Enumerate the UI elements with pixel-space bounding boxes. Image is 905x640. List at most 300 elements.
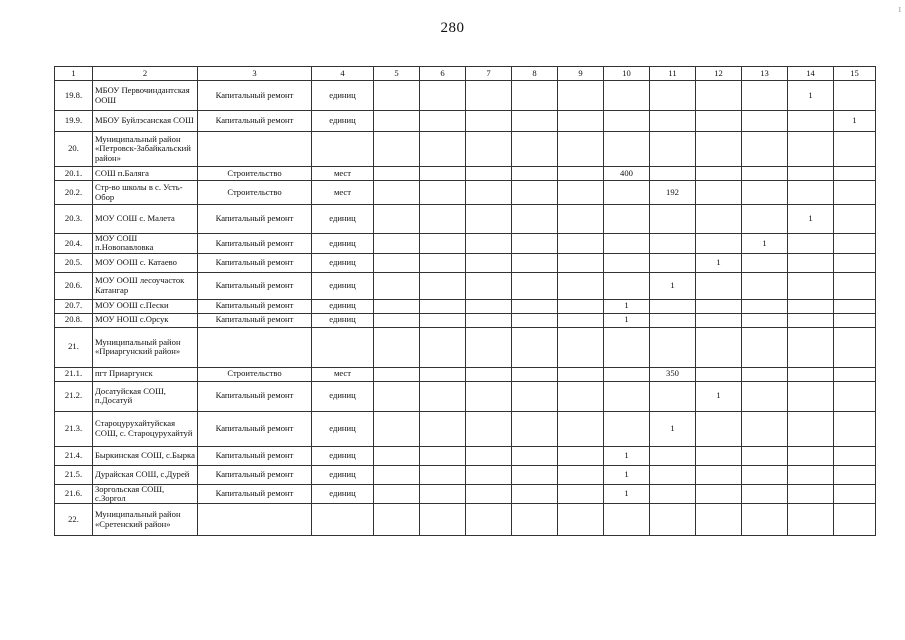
value-col-6 <box>420 167 466 181</box>
table-row <box>55 111 876 132</box>
table-row <box>55 234 876 254</box>
value-col-7 <box>466 484 512 504</box>
value-col-10 <box>604 272 650 299</box>
value-col-6 <box>420 181 466 205</box>
value-col-9 <box>558 167 604 181</box>
object-name: МОУ НОШ с.Орсук <box>93 313 198 327</box>
value-col-10 <box>604 205 650 234</box>
value-col-5 <box>374 465 420 484</box>
value-col-6 <box>420 313 466 327</box>
value-col-10 <box>604 381 650 411</box>
unit-of-measure: мест <box>312 181 374 205</box>
value-col-10 <box>604 111 650 132</box>
value-col-14 <box>788 367 834 381</box>
column-header-10: 10 <box>604 67 650 81</box>
object-name: МОУ СОШ с. Малета <box>93 205 198 234</box>
row-number: 21.4. <box>55 446 93 465</box>
table-row <box>55 167 876 181</box>
value-col-7 <box>466 446 512 465</box>
value-col-10: 1 <box>604 299 650 313</box>
value-col-11 <box>650 381 696 411</box>
object-name: МОУ ООШ с. Катаево <box>93 253 198 272</box>
value-col-8 <box>512 411 558 446</box>
value-col-9 <box>558 253 604 272</box>
value-col-11: 1 <box>650 411 696 446</box>
row-number: 21.2. <box>55 381 93 411</box>
value-col-13 <box>742 411 788 446</box>
value-col-11 <box>650 81 696 111</box>
value-col-5 <box>374 132 420 167</box>
value-col-9 <box>558 234 604 254</box>
value-col-15 <box>834 132 876 167</box>
value-col-14 <box>788 446 834 465</box>
unit-of-measure: единиц <box>312 381 374 411</box>
value-col-15 <box>834 504 876 536</box>
value-col-13: 1 <box>742 234 788 254</box>
value-col-14 <box>788 181 834 205</box>
value-col-13 <box>742 253 788 272</box>
unit-of-measure: единиц <box>312 446 374 465</box>
row-number: 21. <box>55 327 93 367</box>
header-row <box>55 67 876 81</box>
value-col-12 <box>696 234 742 254</box>
value-col-6 <box>420 253 466 272</box>
value-col-12 <box>696 484 742 504</box>
value-col-6 <box>420 504 466 536</box>
value-col-7 <box>466 367 512 381</box>
value-col-7 <box>466 167 512 181</box>
value-col-10 <box>604 504 650 536</box>
value-col-14 <box>788 484 834 504</box>
value-col-8 <box>512 111 558 132</box>
value-col-10 <box>604 367 650 381</box>
value-col-15 <box>834 253 876 272</box>
unit-of-measure: мест <box>312 367 374 381</box>
value-col-6 <box>420 205 466 234</box>
value-col-7 <box>466 272 512 299</box>
value-col-8 <box>512 272 558 299</box>
value-col-10: 1 <box>604 313 650 327</box>
value-col-8 <box>512 313 558 327</box>
value-col-9 <box>558 465 604 484</box>
value-col-6 <box>420 272 466 299</box>
value-col-11 <box>650 504 696 536</box>
value-col-9 <box>558 299 604 313</box>
value-col-7 <box>466 313 512 327</box>
object-name: пгт Приаргунск <box>93 367 198 381</box>
object-name: СОШ п.Баляга <box>93 167 198 181</box>
value-col-15 <box>834 381 876 411</box>
unit-of-measure <box>312 132 374 167</box>
table-row <box>55 205 876 234</box>
value-col-5 <box>374 167 420 181</box>
value-col-6 <box>420 299 466 313</box>
object-name: МОУ СОШ п.Новопавловка <box>93 234 198 254</box>
table-row <box>55 327 876 367</box>
value-col-8 <box>512 205 558 234</box>
value-col-11 <box>650 465 696 484</box>
value-col-8 <box>512 181 558 205</box>
value-col-15 <box>834 81 876 111</box>
value-col-11 <box>650 205 696 234</box>
work-type: Капитальный ремонт <box>198 205 312 234</box>
column-header-6: 6 <box>420 67 466 81</box>
value-col-7 <box>466 327 512 367</box>
value-col-5 <box>374 205 420 234</box>
value-col-7 <box>466 411 512 446</box>
value-col-14 <box>788 504 834 536</box>
value-col-13 <box>742 465 788 484</box>
value-col-12 <box>696 299 742 313</box>
value-col-15 <box>834 313 876 327</box>
value-col-15 <box>834 411 876 446</box>
unit-of-measure <box>312 504 374 536</box>
column-header-1: 1 <box>55 67 93 81</box>
value-col-5 <box>374 367 420 381</box>
column-header-3: 3 <box>198 67 312 81</box>
value-col-15 <box>834 167 876 181</box>
value-col-13 <box>742 367 788 381</box>
value-col-15 <box>834 181 876 205</box>
value-col-12 <box>696 167 742 181</box>
value-col-5 <box>374 272 420 299</box>
value-col-5 <box>374 81 420 111</box>
value-col-15 <box>834 327 876 367</box>
value-col-7 <box>466 81 512 111</box>
value-col-5 <box>374 111 420 132</box>
work-type: Капитальный ремонт <box>198 484 312 504</box>
table-row <box>55 253 876 272</box>
value-col-12 <box>696 504 742 536</box>
row-number: 20. <box>55 132 93 167</box>
value-col-10: 1 <box>604 465 650 484</box>
value-col-12 <box>696 205 742 234</box>
object-name: Муниципальный район «Петровск-Забайкальский район» <box>93 132 198 167</box>
table-row <box>55 367 876 381</box>
value-col-10 <box>604 181 650 205</box>
table-row <box>55 381 876 411</box>
value-col-13 <box>742 327 788 367</box>
value-col-13 <box>742 81 788 111</box>
table-row <box>55 446 876 465</box>
value-col-12: 1 <box>696 381 742 411</box>
work-type: Капитальный ремонт <box>198 411 312 446</box>
value-col-8 <box>512 484 558 504</box>
row-number: 21.5. <box>55 465 93 484</box>
value-col-12: 1 <box>696 253 742 272</box>
value-col-15 <box>834 484 876 504</box>
value-col-6 <box>420 367 466 381</box>
unit-of-measure: единиц <box>312 234 374 254</box>
value-col-9 <box>558 367 604 381</box>
value-col-10 <box>604 411 650 446</box>
object-name: МОУ ООШ с.Пески <box>93 299 198 313</box>
value-col-5 <box>374 253 420 272</box>
value-col-13 <box>742 111 788 132</box>
value-col-7 <box>466 381 512 411</box>
unit-of-measure: единиц <box>312 253 374 272</box>
value-col-7 <box>466 504 512 536</box>
value-col-11 <box>650 313 696 327</box>
value-col-10: 1 <box>604 484 650 504</box>
value-col-12 <box>696 132 742 167</box>
value-col-8 <box>512 132 558 167</box>
value-col-6 <box>420 446 466 465</box>
table-row <box>55 465 876 484</box>
object-name: Староцурухайтуйская СОШ, с. Староцурухайтуй <box>93 411 198 446</box>
value-col-8 <box>512 367 558 381</box>
value-col-5 <box>374 446 420 465</box>
object-name: МБОУ Буйлэсанская СОШ <box>93 111 198 132</box>
value-col-5 <box>374 381 420 411</box>
column-header-7: 7 <box>466 67 512 81</box>
value-col-15: 1 <box>834 111 876 132</box>
value-col-10 <box>604 234 650 254</box>
value-col-14 <box>788 234 834 254</box>
value-col-14 <box>788 272 834 299</box>
value-col-9 <box>558 132 604 167</box>
work-type: Капитальный ремонт <box>198 111 312 132</box>
table-row <box>55 313 876 327</box>
unit-of-measure: единиц <box>312 313 374 327</box>
row-number: 19.9. <box>55 111 93 132</box>
value-col-14 <box>788 411 834 446</box>
value-col-13 <box>742 381 788 411</box>
value-col-14 <box>788 132 834 167</box>
unit-of-measure: единиц <box>312 465 374 484</box>
value-col-8 <box>512 327 558 367</box>
value-col-14 <box>788 299 834 313</box>
value-col-15 <box>834 234 876 254</box>
value-col-14: 1 <box>788 81 834 111</box>
value-col-9 <box>558 504 604 536</box>
value-col-6 <box>420 484 466 504</box>
row-number: 20.4. <box>55 234 93 254</box>
value-col-15 <box>834 272 876 299</box>
value-col-12 <box>696 81 742 111</box>
value-col-8 <box>512 253 558 272</box>
value-col-7 <box>466 465 512 484</box>
value-col-9 <box>558 484 604 504</box>
table-row <box>55 272 876 299</box>
value-col-10 <box>604 132 650 167</box>
column-header-13: 13 <box>742 67 788 81</box>
value-col-11 <box>650 167 696 181</box>
object-name: Стр-во школы в с. Усть-Обор <box>93 181 198 205</box>
work-type: Капитальный ремонт <box>198 299 312 313</box>
row-number: 20.6. <box>55 272 93 299</box>
row-number: 22. <box>55 504 93 536</box>
column-header-8: 8 <box>512 67 558 81</box>
row-number: 20.1. <box>55 167 93 181</box>
row-number: 19.8. <box>55 81 93 111</box>
value-col-8 <box>512 234 558 254</box>
work-type <box>198 132 312 167</box>
unit-of-measure: единиц <box>312 111 374 132</box>
value-col-5 <box>374 327 420 367</box>
value-col-15 <box>834 465 876 484</box>
value-col-14 <box>788 381 834 411</box>
unit-of-measure: единиц <box>312 299 374 313</box>
work-type: Капитальный ремонт <box>198 272 312 299</box>
value-col-7 <box>466 181 512 205</box>
work-type <box>198 327 312 367</box>
table-row <box>55 504 876 536</box>
table-row <box>55 299 876 313</box>
value-col-6 <box>420 132 466 167</box>
object-name: Зоргольская СОШ, с.Зоргол <box>93 484 198 504</box>
value-col-7 <box>466 234 512 254</box>
value-col-13 <box>742 167 788 181</box>
value-col-7 <box>466 132 512 167</box>
school-construction-table <box>54 66 876 536</box>
column-header-12: 12 <box>696 67 742 81</box>
value-col-8 <box>512 299 558 313</box>
page-number: 280 <box>440 20 465 36</box>
value-col-6 <box>420 465 466 484</box>
value-col-6 <box>420 111 466 132</box>
object-name: Досатуйская СОШ, п.Досатуй <box>93 381 198 411</box>
value-col-9 <box>558 181 604 205</box>
value-col-14 <box>788 253 834 272</box>
value-col-6 <box>420 234 466 254</box>
value-col-11 <box>650 234 696 254</box>
value-col-8 <box>512 381 558 411</box>
value-col-11: 1 <box>650 272 696 299</box>
object-name: МБОУ Первочиндантская ООШ <box>93 81 198 111</box>
value-col-8 <box>512 465 558 484</box>
value-col-13 <box>742 205 788 234</box>
object-name: Дурайская СОШ, с.Дурей <box>93 465 198 484</box>
column-header-11: 11 <box>650 67 696 81</box>
value-col-6 <box>420 327 466 367</box>
row-number: 20.8. <box>55 313 93 327</box>
value-col-13 <box>742 299 788 313</box>
value-col-12 <box>696 111 742 132</box>
value-col-5 <box>374 411 420 446</box>
value-col-9 <box>558 327 604 367</box>
value-col-13 <box>742 446 788 465</box>
work-type: Строительство <box>198 181 312 205</box>
column-header-2: 2 <box>93 67 198 81</box>
unit-of-measure: мест <box>312 167 374 181</box>
value-col-9 <box>558 381 604 411</box>
value-col-5 <box>374 299 420 313</box>
value-col-5 <box>374 234 420 254</box>
value-col-9 <box>558 272 604 299</box>
row-number: 20.7. <box>55 299 93 313</box>
value-col-7 <box>466 111 512 132</box>
value-col-11 <box>650 253 696 272</box>
value-col-12 <box>696 411 742 446</box>
work-type: Капитальный ремонт <box>198 234 312 254</box>
value-col-9 <box>558 446 604 465</box>
value-col-8 <box>512 446 558 465</box>
value-col-13 <box>742 181 788 205</box>
column-header-15: 15 <box>834 67 876 81</box>
work-type: Капитальный ремонт <box>198 81 312 111</box>
unit-of-measure: единиц <box>312 205 374 234</box>
value-col-15 <box>834 367 876 381</box>
value-col-9 <box>558 313 604 327</box>
column-header-5: 5 <box>374 67 420 81</box>
column-header-14: 14 <box>788 67 834 81</box>
value-col-11 <box>650 327 696 367</box>
row-number: 20.5. <box>55 253 93 272</box>
value-col-10: 1 <box>604 446 650 465</box>
value-col-15 <box>834 299 876 313</box>
value-col-10 <box>604 327 650 367</box>
value-col-9 <box>558 411 604 446</box>
object-name: Быркинская СОШ, с.Бырка <box>93 446 198 465</box>
value-col-14: 1 <box>788 205 834 234</box>
value-col-5 <box>374 181 420 205</box>
object-name: МОУ ООШ лесоучасток Катангар <box>93 272 198 299</box>
value-col-7 <box>466 205 512 234</box>
value-col-12 <box>696 272 742 299</box>
value-col-12 <box>696 327 742 367</box>
value-col-11: 350 <box>650 367 696 381</box>
value-col-6 <box>420 381 466 411</box>
value-col-8 <box>512 167 558 181</box>
table-row <box>55 81 876 111</box>
value-col-12 <box>696 465 742 484</box>
value-col-11 <box>650 446 696 465</box>
value-col-14 <box>788 313 834 327</box>
table-row <box>55 411 876 446</box>
value-col-9 <box>558 111 604 132</box>
value-col-5 <box>374 313 420 327</box>
row-number: 21.6. <box>55 484 93 504</box>
value-col-12 <box>696 313 742 327</box>
unit-of-measure <box>312 327 374 367</box>
value-col-8 <box>512 504 558 536</box>
column-header-9: 9 <box>558 67 604 81</box>
column-header-4: 4 <box>312 67 374 81</box>
work-type: Капитальный ремонт <box>198 446 312 465</box>
value-col-10: 400 <box>604 167 650 181</box>
value-col-13 <box>742 132 788 167</box>
value-col-11: 192 <box>650 181 696 205</box>
value-col-14 <box>788 167 834 181</box>
value-col-12 <box>696 446 742 465</box>
corner-mark: I <box>898 6 901 14</box>
value-col-9 <box>558 205 604 234</box>
value-col-5 <box>374 504 420 536</box>
value-col-13 <box>742 272 788 299</box>
unit-of-measure: единиц <box>312 484 374 504</box>
value-col-11 <box>650 111 696 132</box>
object-name: Муниципальный район «Приаргунский район» <box>93 327 198 367</box>
value-col-13 <box>742 504 788 536</box>
value-col-12 <box>696 181 742 205</box>
value-col-7 <box>466 253 512 272</box>
value-col-14 <box>788 465 834 484</box>
value-col-8 <box>512 81 558 111</box>
row-number: 20.2. <box>55 181 93 205</box>
value-col-11 <box>650 299 696 313</box>
value-col-6 <box>420 411 466 446</box>
table-row <box>55 132 876 167</box>
work-type: Капитальный ремонт <box>198 381 312 411</box>
unit-of-measure: единиц <box>312 411 374 446</box>
row-number: 21.3. <box>55 411 93 446</box>
work-type: Капитальный ремонт <box>198 313 312 327</box>
value-col-7 <box>466 299 512 313</box>
row-number: 21.1. <box>55 367 93 381</box>
object-name: Муниципальный район «Сретенский район» <box>93 504 198 536</box>
value-col-12 <box>696 367 742 381</box>
